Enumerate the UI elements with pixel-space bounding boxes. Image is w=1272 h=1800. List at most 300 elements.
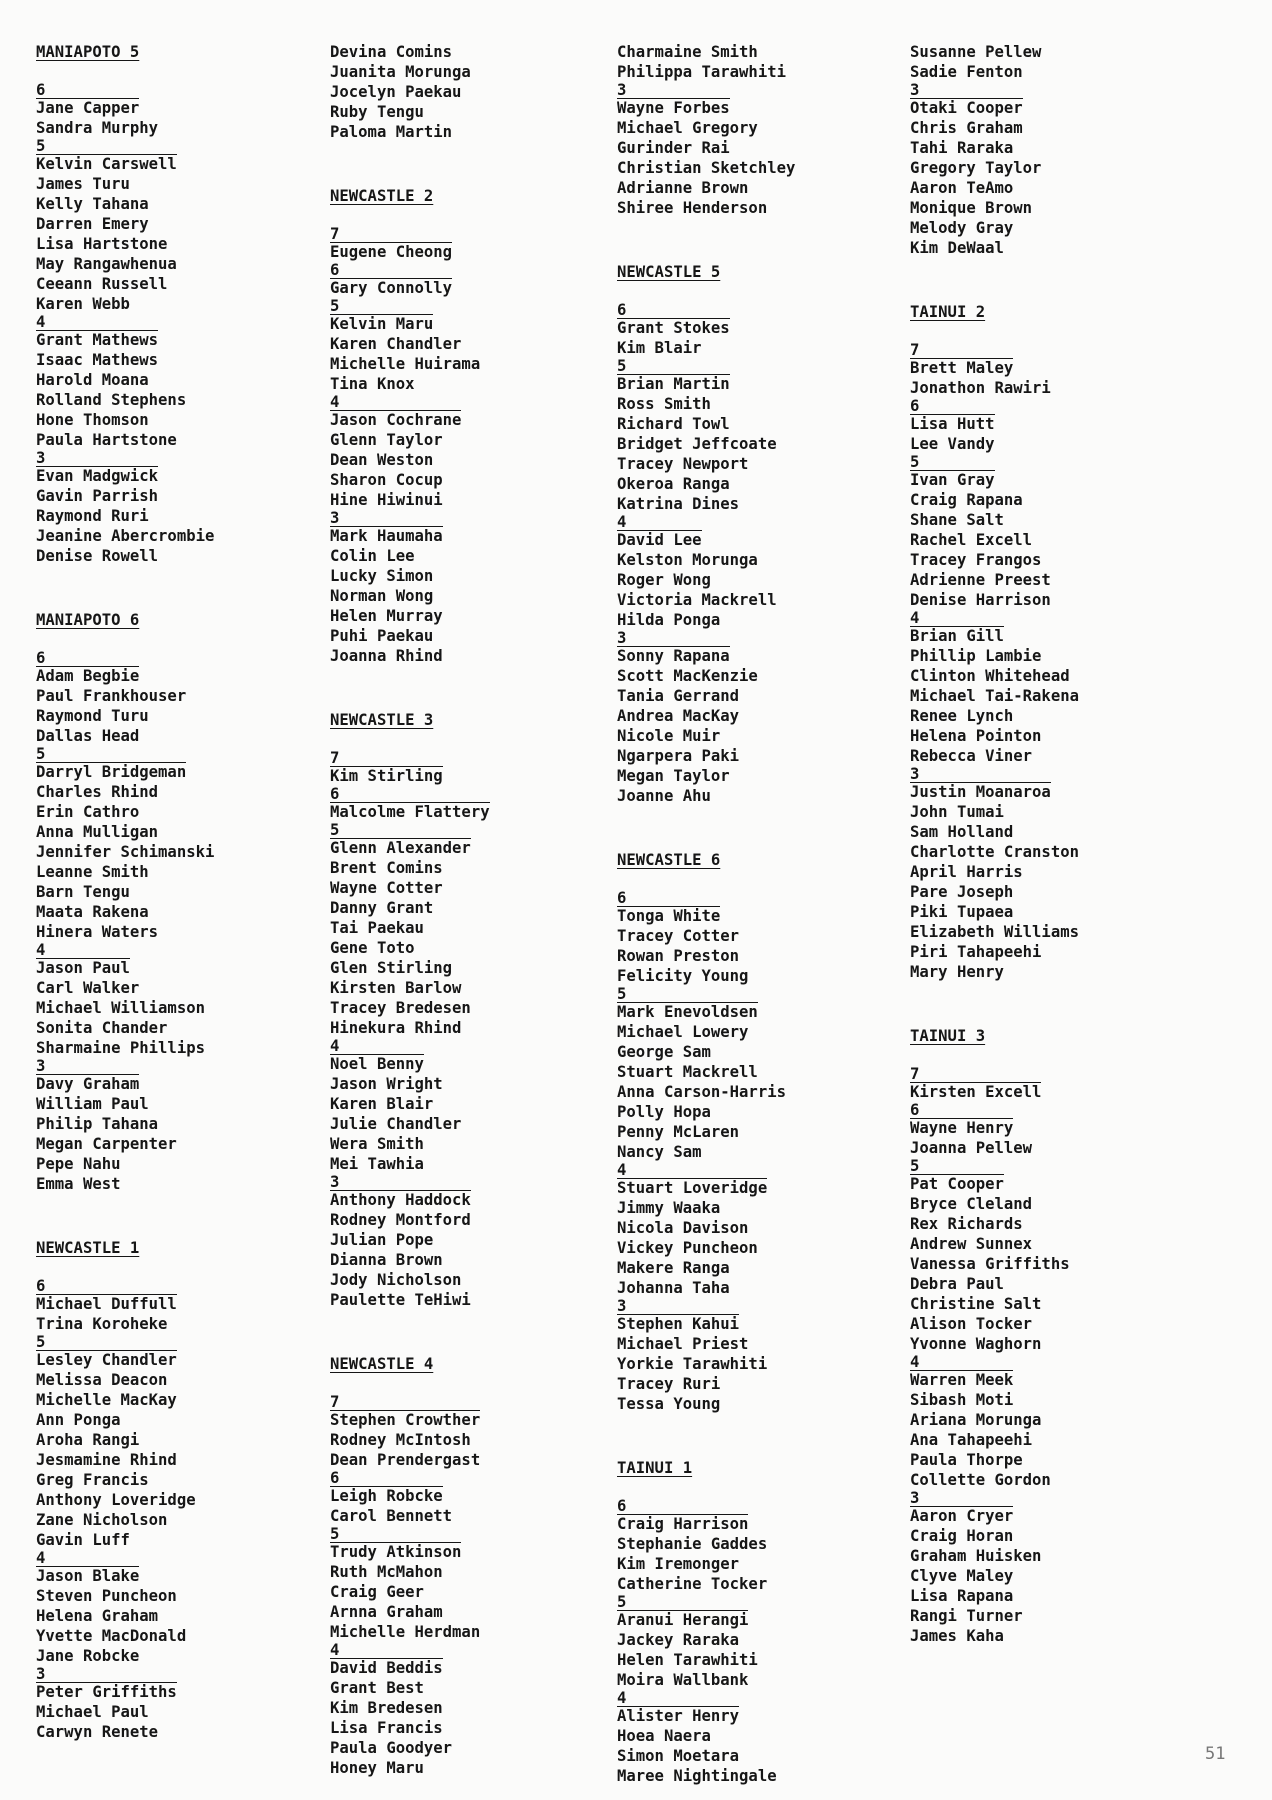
- player-name: Phillip Lambie: [910, 647, 1042, 665]
- player-name: Erin Cathro: [36, 803, 140, 821]
- player-name: Adrianne Brown: [617, 179, 749, 197]
- score-number: 6: [910, 1101, 920, 1119]
- player-name: Justin Moanaroa: [910, 783, 1051, 801]
- team-section: [330, 1310, 490, 1778]
- team-heading: TAINUI 3: [910, 1027, 986, 1045]
- team-section: [617, 806, 795, 1414]
- score-number: 3: [330, 1173, 340, 1191]
- player-name: Pepe Nahu: [36, 1155, 121, 1173]
- score-number: 3: [910, 81, 920, 99]
- player-name: John Tumai: [910, 803, 1004, 821]
- team-section: [36, 1194, 214, 1742]
- player-name: Makere Ranga: [617, 1259, 730, 1277]
- player-name: Mary Henry: [910, 963, 1004, 981]
- player-name: Trudy Atkinson: [330, 1543, 462, 1561]
- player-name: Anthony Haddock: [330, 1191, 471, 1209]
- player-name: Helena Pointon: [910, 727, 1042, 745]
- player-name: Wayne Cotter: [330, 879, 443, 897]
- score-number: 6: [36, 81, 46, 99]
- player-name: Michelle Herdman: [330, 1623, 481, 1641]
- player-name: Paulette TeHiwi: [330, 1291, 471, 1309]
- player-name: Carwyn Renete: [36, 1723, 159, 1741]
- player-name: Grant Mathews: [36, 331, 159, 349]
- player-name: Darren Emery: [36, 215, 149, 233]
- player-name: Paula Goodyer: [330, 1739, 453, 1757]
- player-name: Andrea MacKay: [617, 707, 740, 725]
- player-name: Stephanie Gaddes: [617, 1535, 768, 1553]
- player-name: Jimmy Waaka: [617, 1199, 721, 1217]
- player-name: Mark Haumaha: [330, 527, 443, 545]
- player-name: Yorkie Tarawhiti: [617, 1355, 768, 1373]
- player-name: Lesley Chandler: [36, 1351, 177, 1369]
- player-name: Helena Graham: [36, 1607, 159, 1625]
- player-name: George Sam: [617, 1043, 711, 1061]
- player-name: James Turu: [36, 175, 130, 193]
- player-name: April Harris: [910, 863, 1023, 881]
- player-name: Kelvin Carswell: [36, 155, 177, 173]
- player-name: Jonathon Rawiri: [910, 379, 1051, 397]
- score-number: 5: [910, 1157, 920, 1175]
- player-name: Sonny Rapana: [617, 647, 730, 665]
- score-number: 7: [330, 225, 340, 243]
- player-name: Paloma Martin: [330, 123, 453, 141]
- player-name: Joanna Pellew: [910, 1139, 1033, 1157]
- player-name: Jane Capper: [36, 99, 140, 117]
- player-name: Michelle Huirama: [330, 355, 481, 373]
- player-name: Lucky Simon: [330, 567, 434, 585]
- player-name: Monique Brown: [910, 199, 1033, 217]
- player-name: May Rangawhenua: [36, 255, 177, 273]
- player-name: Kim Iremonger: [617, 1555, 740, 1573]
- team-section: [910, 258, 1079, 982]
- player-name: Aroha Rangi: [36, 1431, 140, 1449]
- player-name: Kelston Morunga: [617, 551, 758, 569]
- player-name: David Lee: [617, 531, 702, 549]
- player-name: Darryl Bridgeman: [36, 763, 187, 781]
- player-name: Otaki Cooper: [910, 99, 1023, 117]
- player-name: Stephen Crowther: [330, 1411, 481, 1429]
- player-name: Paul Frankhouser: [36, 687, 187, 705]
- score-number: 4: [617, 513, 627, 531]
- player-name: Paula Thorpe: [910, 1451, 1023, 1469]
- score-number: 4: [36, 313, 46, 331]
- player-name: Dean Weston: [330, 451, 434, 469]
- player-name: Pat Cooper: [910, 1175, 1004, 1193]
- player-name: Norman Wong: [330, 587, 434, 605]
- player-name: Kirsten Barlow: [330, 979, 462, 997]
- score-number: 5: [910, 453, 920, 471]
- player-name: Rolland Stephens: [36, 391, 187, 409]
- player-name: Moira Wallbank: [617, 1671, 749, 1689]
- player-name: Renee Lynch: [910, 707, 1014, 725]
- player-name: Maata Rakena: [36, 903, 149, 921]
- team-heading: NEWCASTLE 4: [330, 1355, 434, 1373]
- player-name: Kirsten Excell: [910, 1083, 1042, 1101]
- player-name: Ross Smith: [617, 395, 711, 413]
- score-number: 6: [36, 1277, 46, 1295]
- player-name: Craig Harrison: [617, 1515, 749, 1533]
- player-name: Craig Horan: [910, 1527, 1014, 1545]
- score-number: 6: [330, 785, 340, 803]
- player-name: Kelly Tahana: [36, 195, 149, 213]
- player-name: Michael Gregory: [617, 119, 758, 137]
- player-name: Lisa Hartstone: [36, 235, 168, 253]
- player-name: Kim Bredesen: [330, 1699, 443, 1717]
- player-name: Emma West: [36, 1175, 121, 1193]
- column-3: [617, 42, 795, 1786]
- player-name: Grant Best: [330, 1679, 424, 1697]
- player-name: Richard Towl: [617, 415, 730, 433]
- player-name: Raymond Ruri: [36, 507, 149, 525]
- player-name: Greg Francis: [36, 1471, 149, 1489]
- player-name: Charmaine Smith: [617, 43, 758, 61]
- player-name: Glenn Alexander: [330, 839, 471, 857]
- player-name: Sam Holland: [910, 823, 1014, 841]
- team-section: [617, 218, 795, 806]
- player-name: Rodney McIntosh: [330, 1431, 471, 1449]
- player-name: Elizabeth Williams: [910, 923, 1079, 941]
- player-name: Davy Graham: [36, 1075, 140, 1093]
- player-name: Ngarpera Paki: [617, 747, 740, 765]
- player-name: Megan Carpenter: [36, 1135, 177, 1153]
- player-name: Catherine Tocker: [617, 1575, 768, 1593]
- player-name: Nancy Sam: [617, 1143, 702, 1161]
- player-name: Kim DeWaal: [910, 239, 1004, 257]
- player-name: Grant Stokes: [617, 319, 730, 337]
- player-name: Steven Puncheon: [36, 1587, 177, 1605]
- player-name: Evan Madgwick: [36, 467, 159, 485]
- score-number: 7: [910, 341, 920, 359]
- player-name: Ceeann Russell: [36, 275, 168, 293]
- player-name: Wera Smith: [330, 1135, 424, 1153]
- player-name: Gavin Luff: [36, 1531, 130, 1549]
- player-name: Vanessa Griffiths: [910, 1255, 1070, 1273]
- player-name: Melissa Deacon: [36, 1371, 168, 1389]
- player-name: Susanne Pellew: [910, 43, 1042, 61]
- score-number: 4: [617, 1689, 627, 1707]
- player-name: Aaron Cryer: [910, 1507, 1014, 1525]
- score-number: 6: [330, 1469, 340, 1487]
- player-name: Victoria Mackrell: [617, 591, 777, 609]
- team-section: [910, 982, 1079, 1646]
- player-name: Carol Bennett: [330, 1507, 453, 1525]
- player-name: Collette Gordon: [910, 1471, 1051, 1489]
- player-name: Polly Hopa: [617, 1103, 711, 1121]
- player-name: Philippa Tarawhiti: [617, 63, 786, 81]
- player-name: Gurinder Rai: [617, 139, 730, 157]
- score-number: 3: [617, 629, 627, 647]
- player-name: Michael Paul: [36, 1703, 149, 1721]
- player-name: Puhi Paekau: [330, 627, 434, 645]
- player-name: Lee Vandy: [910, 435, 995, 453]
- team-section: [36, 566, 214, 1194]
- score-number: 3: [910, 765, 920, 783]
- player-name: Jesmamine Rhind: [36, 1451, 177, 1469]
- player-name: Peter Griffiths: [36, 1683, 177, 1701]
- team-heading: NEWCASTLE 1: [36, 1239, 140, 1257]
- team-section: [36, 42, 214, 566]
- score-number: 5: [617, 1593, 627, 1611]
- player-name: Jocelyn Paekau: [330, 83, 462, 101]
- player-name: Clyve Maley: [910, 1567, 1014, 1585]
- player-name: Shane Salt: [910, 511, 1004, 529]
- player-name: Tracey Cotter: [617, 927, 740, 945]
- score-number: 6: [910, 397, 920, 415]
- player-name: Ruth McMahon: [330, 1563, 443, 1581]
- score-number: 3: [36, 449, 46, 467]
- player-name: Noel Benny: [330, 1055, 424, 1073]
- team-section: [330, 666, 490, 1310]
- player-name: Jason Wright: [330, 1075, 443, 1093]
- player-name: Warren Meek: [910, 1371, 1014, 1389]
- player-name: Sibash Moti: [910, 1391, 1014, 1409]
- player-name: David Beddis: [330, 1659, 443, 1677]
- score-number: 3: [910, 1489, 920, 1507]
- player-name: Joanna Rhind: [330, 647, 443, 665]
- player-name: Sharon Cocup: [330, 471, 443, 489]
- player-name: Andrew Sunnex: [910, 1235, 1033, 1253]
- player-name: Denise Rowell: [36, 547, 159, 565]
- score-number: 5: [617, 357, 627, 375]
- player-name: Jennifer Schimanski: [36, 843, 215, 861]
- player-name: Juanita Morunga: [330, 63, 471, 81]
- player-name: Hinera Waters: [36, 923, 159, 941]
- player-name: Yvonne Waghorn: [910, 1335, 1042, 1353]
- score-number: 3: [36, 1057, 46, 1075]
- column-1: [36, 42, 214, 1742]
- player-name: Tessa Young: [617, 1395, 721, 1413]
- player-name: Rodney Montford: [330, 1211, 471, 1229]
- player-name: Tania Gerrand: [617, 687, 740, 705]
- player-name: Danny Grant: [330, 899, 434, 917]
- player-name: William Paul: [36, 1095, 149, 1113]
- score-number: 6: [36, 649, 46, 667]
- player-name: Paula Hartstone: [36, 431, 177, 449]
- player-name: Hilda Ponga: [617, 611, 721, 629]
- score-number: 3: [617, 1297, 627, 1315]
- player-name: Ana Tahapeehi: [910, 1431, 1033, 1449]
- team-section: [330, 42, 490, 142]
- player-name: Nicola Davison: [617, 1219, 749, 1237]
- score-number: 4: [330, 393, 340, 411]
- score-number: 4: [36, 1549, 46, 1567]
- player-name: Tai Paekau: [330, 919, 424, 937]
- player-name: Piki Tupaea: [910, 903, 1014, 921]
- player-name: Gavin Parrish: [36, 487, 159, 505]
- team-heading: NEWCASTLE 2: [330, 187, 434, 205]
- player-name: Trina Koroheke: [36, 1315, 168, 1333]
- player-name: Sadie Fenton: [910, 63, 1023, 81]
- player-name: Ann Ponga: [36, 1411, 121, 1429]
- player-name: Pare Joseph: [910, 883, 1014, 901]
- player-name: Joanne Ahu: [617, 787, 711, 805]
- player-name: James Kaha: [910, 1627, 1004, 1645]
- player-name: Ivan Gray: [910, 471, 995, 489]
- score-number: 7: [910, 1065, 920, 1083]
- player-name: Mei Tawhia: [330, 1155, 424, 1173]
- player-name: Ariana Morunga: [910, 1411, 1042, 1429]
- player-name: Alister Henry: [617, 1707, 740, 1725]
- player-name: Penny McLaren: [617, 1123, 740, 1141]
- team-heading: TAINUI 1: [617, 1459, 693, 1477]
- player-name: Christian Sketchley: [617, 159, 796, 177]
- player-name: Philip Tahana: [36, 1115, 159, 1133]
- player-name: Julian Pope: [330, 1231, 434, 1249]
- player-name: Brian Gill: [910, 627, 1004, 645]
- player-name: Hinekura Rhind: [330, 1019, 462, 1037]
- player-name: Kim Stirling: [330, 767, 443, 785]
- player-name: Julie Chandler: [330, 1115, 462, 1133]
- score-number: 5: [36, 137, 46, 155]
- player-name: Stephen Kahui: [617, 1315, 740, 1333]
- player-name: Tracey Bredesen: [330, 999, 471, 1017]
- player-name: Rex Richards: [910, 1215, 1023, 1233]
- player-name: Vickey Puncheon: [617, 1239, 758, 1257]
- player-name: Jason Paul: [36, 959, 130, 977]
- player-name: Tracey Frangos: [910, 551, 1042, 569]
- player-name: Gene Toto: [330, 939, 415, 957]
- score-number: 4: [330, 1037, 340, 1055]
- player-name: Felicity Young: [617, 967, 749, 985]
- score-number: 4: [910, 1353, 920, 1371]
- score-number: 6: [617, 889, 627, 907]
- score-number: 5: [36, 1333, 46, 1351]
- player-name: Brent Comins: [330, 859, 443, 877]
- player-name: Tracey Ruri: [617, 1375, 721, 1393]
- player-name: Glen Stirling: [330, 959, 453, 977]
- player-name: Jeanine Abercrombie: [36, 527, 215, 545]
- player-name: Honey Maru: [330, 1759, 424, 1777]
- score-number: 3: [617, 81, 627, 99]
- score-number: 7: [330, 749, 340, 767]
- player-name: Rachel Excell: [910, 531, 1033, 549]
- team-heading: NEWCASTLE 3: [330, 711, 434, 729]
- player-name: Michael Priest: [617, 1335, 749, 1353]
- player-name: Maree Nightingale: [617, 1767, 777, 1785]
- score-number: 6: [617, 301, 627, 319]
- player-name: Kelvin Maru: [330, 315, 434, 333]
- player-name: Scott MacKenzie: [617, 667, 758, 685]
- player-name: Ruby Tengu: [330, 103, 424, 121]
- player-name: Tina Knox: [330, 375, 415, 393]
- player-name: Raymond Turu: [36, 707, 149, 725]
- player-name: Tracey Newport: [617, 455, 749, 473]
- player-name: Lisa Rapana: [910, 1587, 1014, 1605]
- player-name: Hine Hiwinui: [330, 491, 443, 509]
- score-number: 5: [617, 985, 627, 1003]
- player-name: Christine Salt: [910, 1295, 1042, 1313]
- team-section: [910, 42, 1079, 258]
- player-name: Glenn Taylor: [330, 431, 443, 449]
- player-name: Zane Nicholson: [36, 1511, 168, 1529]
- player-name: Colin Lee: [330, 547, 415, 565]
- player-name: Arnna Graham: [330, 1603, 443, 1621]
- player-name: Yvette MacDonald: [36, 1627, 187, 1645]
- player-name: Gary Connolly: [330, 279, 453, 297]
- player-name: Michael Williamson: [36, 999, 205, 1017]
- page-number: 51: [1205, 1744, 1226, 1764]
- team-section: [617, 42, 795, 218]
- score-number: 4: [36, 941, 46, 959]
- player-name: Jackey Raraka: [617, 1631, 740, 1649]
- player-name: Jason Blake: [36, 1567, 140, 1585]
- player-name: Carl Walker: [36, 979, 140, 997]
- column-2: [330, 42, 490, 1778]
- player-name: Mark Enevoldsen: [617, 1003, 758, 1021]
- player-name: Adam Begbie: [36, 667, 140, 685]
- player-name: Tonga White: [617, 907, 721, 925]
- player-name: Adrienne Preest: [910, 571, 1051, 589]
- player-name: Rangi Turner: [910, 1607, 1023, 1625]
- player-name: Charlotte Cranston: [910, 843, 1079, 861]
- team-heading: MANIAPOTO 5: [36, 43, 140, 61]
- team-heading: NEWCASTLE 5: [617, 263, 721, 281]
- player-name: Chris Graham: [910, 119, 1023, 137]
- player-name: Bryce Cleland: [910, 1195, 1033, 1213]
- player-name: Bridget Jeffcoate: [617, 435, 777, 453]
- player-name: Michael Duffull: [36, 1295, 177, 1313]
- player-name: Alison Tocker: [910, 1315, 1033, 1333]
- player-name: Michelle MacKay: [36, 1391, 177, 1409]
- player-name: Dianna Brown: [330, 1251, 443, 1269]
- player-name: Tahi Raraka: [910, 139, 1014, 157]
- player-name: Jody Nicholson: [330, 1271, 462, 1289]
- player-name: Kim Blair: [617, 339, 702, 357]
- player-name: Jane Robcke: [36, 1647, 140, 1665]
- player-name: Barn Tengu: [36, 883, 130, 901]
- player-name: Jason Cochrane: [330, 411, 462, 429]
- player-name: Dallas Head: [36, 727, 140, 745]
- player-name: Malcolme Flattery: [330, 803, 490, 821]
- player-name: Karen Webb: [36, 295, 130, 313]
- player-name: Wayne Henry: [910, 1119, 1014, 1137]
- team-section: [617, 1414, 795, 1786]
- player-name: Harold Moana: [36, 371, 149, 389]
- player-name: Karen Chandler: [330, 335, 462, 353]
- column-4: [910, 42, 1079, 1646]
- player-name: Aranui Herangi: [617, 1611, 749, 1629]
- score-number: 5: [36, 745, 46, 763]
- score-number: 6: [617, 1497, 627, 1515]
- player-name: Simon Moetara: [617, 1747, 740, 1765]
- score-number: 4: [617, 1161, 627, 1179]
- player-name: Johanna Taha: [617, 1279, 730, 1297]
- player-name: Leigh Robcke: [330, 1487, 443, 1505]
- player-name: Graham Huisken: [910, 1547, 1042, 1565]
- player-name: Sonita Chander: [36, 1019, 168, 1037]
- player-name: Roger Wong: [617, 571, 711, 589]
- player-name: Anna Mulligan: [36, 823, 159, 841]
- player-name: Clinton Whitehead: [910, 667, 1070, 685]
- player-name: Piri Tahapeehi: [910, 943, 1042, 961]
- player-name: Melody Gray: [910, 219, 1014, 237]
- score-number: 4: [910, 609, 920, 627]
- player-name: Stuart Mackrell: [617, 1063, 758, 1081]
- player-name: Brian Martin: [617, 375, 730, 393]
- team-heading: MANIAPOTO 6: [36, 611, 140, 629]
- player-name: Devina Comins: [330, 43, 453, 61]
- player-name: Helen Tarawhiti: [617, 1651, 758, 1669]
- player-name: Hoea Naera: [617, 1727, 711, 1745]
- player-name: Sharmaine Phillips: [36, 1039, 205, 1057]
- player-name: Lisa Hutt: [910, 415, 995, 433]
- player-name: Anna Carson-Harris: [617, 1083, 786, 1101]
- score-number: 5: [330, 821, 340, 839]
- player-name: Katrina Dines: [617, 495, 740, 513]
- player-name: Aaron TeAmo: [910, 179, 1014, 197]
- team-heading: NEWCASTLE 6: [617, 851, 721, 869]
- team-section: [330, 142, 490, 666]
